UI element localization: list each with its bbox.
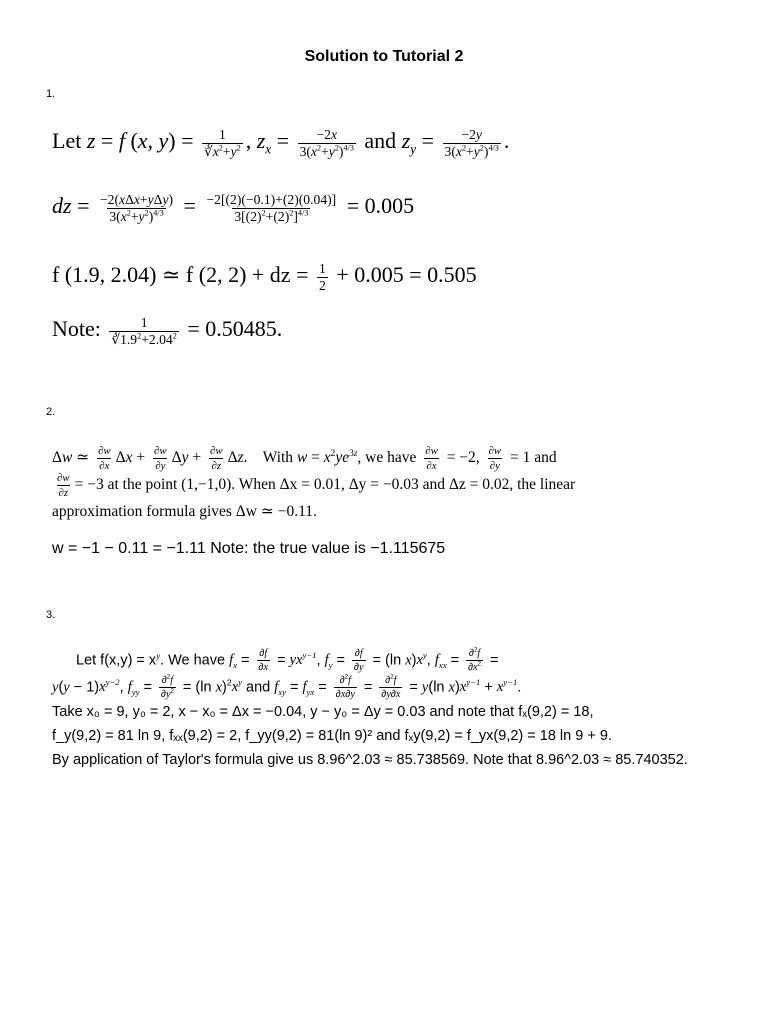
q2-and: and bbox=[534, 449, 557, 467]
q3-line1-b: . We have bbox=[160, 652, 226, 669]
q3-line-5: By application of Taylor's formula give us 8.96^2.03 ≈ 85.738569. Note that 8.96^2.03 ≈ 85.740352. bbox=[52, 752, 688, 768]
q1-approx-text: f (1.9, 2.04) ≃ f (2, 2) + dz = bbox=[52, 262, 314, 288]
q3-line-2: $y(y - 1)x^{y-2}$, $f_{yy}$ = $\frac{\partial^2f}{\partial y^2}$ = (ln $x)^2x^y$ and $f_{xy} = f_{yx}$ = $\frac{\partial^2f}{\partial x\partial y}$ = $\frac{\partial^2f}{\partial y\partial x}$ = y(ln $x)x^{y-1} + x^{y-1}$. bbox=[52, 673, 522, 700]
q2-we-have: , we have bbox=[357, 449, 417, 467]
question-number-2: 2. bbox=[46, 406, 56, 418]
q2-line-1: Δw ≃ $\frac{\partial w}{\partial x}$ Δx + $\frac{\partial w}{\partial y}$ Δy + $\frac{\partial w}{\partial z}$ Δz. With $w = x^2ye^{3z}$, we have $\frac{\partial w}{\partial x}$ = −2, $\frac{\partial w}{\partial y}$ = 1 and bbox=[52, 445, 557, 472]
q2-line-4: w = −1 − 0.11 = −1.11 Note: the true value is −1.115675 bbox=[52, 540, 446, 557]
q2-line-2: $\frac{\partial w}{\partial z}$ = −3 at the point (1,−1,0). When Δx = 0.01, Δy = −0.03 and Δz = 0.02, the linear bbox=[57, 472, 576, 499]
q1-and: and bbox=[364, 128, 397, 154]
q1-dz-line: dz = $\frac{\text{−2(xΔx+yΔy)}}{3(x^2+y^2)^{4/3}}$ = $\frac{-2[(2)(-0.1)+(2)(0.04)]}{3[(2)^2+(2)^2]^{4/3}}$ = 0.005 bbox=[52, 192, 415, 224]
q1-approx-line: f (1.9, 2.04) ≃ f (2, 2) + dz = $\frac{1}{2}$ + 0.005 = 0.505 bbox=[52, 261, 477, 293]
q1-definition-line: Let z = f (x, y) = $\frac{1}{∛x^2+y^2}$ , $z_x$ = $\frac{-2x}{3(x^2+y^2)^{4/3}}$ and $z_y$ = $\frac{-2y}{3(x^2+y^2)^{4/3}}$ . bbox=[52, 127, 510, 159]
q1-dz-result: = 0.005 bbox=[346, 193, 415, 219]
q1-note-result: = 0.50485. bbox=[187, 316, 283, 342]
q3-line1-a: Let f(x,y) = x bbox=[76, 652, 157, 669]
q1-note-label: Note: bbox=[52, 316, 101, 342]
page-title: Solution to Tutorial 2 bbox=[304, 48, 464, 65]
q3-line-3: Take x₀ = 9, y₀ = 2, x − x₀ = Δx = −0.04, y − y₀ = Δy = 0.03 and note that fₓ(9,2) = 18, bbox=[52, 704, 594, 720]
q1-approx-tail: + 0.005 = 0.505 bbox=[330, 262, 477, 288]
q1-note-line: Note: $\frac{1}{∛1.9^2+2.04^2}$ = 0.50485. bbox=[52, 315, 283, 347]
q3-line-1: Let $f(x,y) = x^y$. We have $f_x$ = $\frac{\partial f}{\partial x}$ = $yx^{y-1}$, $f_y$ = $\frac{\partial f}{\partial y}$ = (ln $x)x^y$, $f_{xx}$ = $\frac{\partial^2f}{\partial x^2}$ = bbox=[76, 646, 499, 673]
q3-line-4: f_y(9,2) = 81 ln 9, fₓₓ(9,2) = 2, f_yy(9,2) = 81(ln 9)² and fₓy(9,2) = f_yx(9,2) = 18 ln 9 + 9. bbox=[52, 728, 612, 744]
q2-with: With bbox=[262, 449, 294, 467]
q2-line-3: approximation formula gives Δw ≃ −0.11. bbox=[52, 503, 317, 520]
q1-let: Let bbox=[52, 128, 82, 154]
q2-line2-text: = −3 at the point (1,−1,0). When Δx = 0.01, Δy = −0.03 and Δz = 0.02, the linear bbox=[74, 476, 576, 494]
question-number-3: 3. bbox=[46, 609, 56, 621]
question-number-1: 1. bbox=[46, 88, 56, 100]
